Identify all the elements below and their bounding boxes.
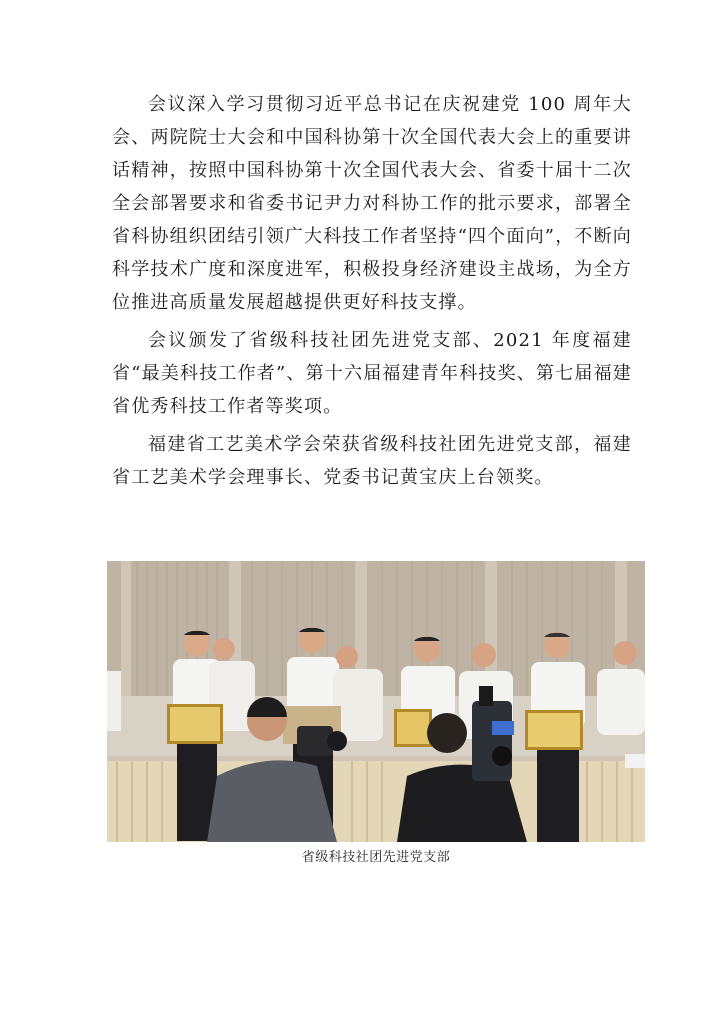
body-text (112, 88, 632, 494)
award-ceremony-photo (107, 561, 645, 842)
paragraph-3: 福建省工艺美术学会荣获省级科技社团先进党支部，福建省工艺美术学会理事长、党委书记黄宝庆上台领奖。 (112, 434, 632, 488)
paragraph-1: 会议深入学习贯彻习近平总书记在庆祝建党 100 周年大会、两院院士大会和中国科协第十次全国代表大会上的重要讲话精神，按照中国科协第十次全国代表大会、省委十届十二次全会部署要求和省委书记尹力对科协工作的批示要求，部署全省科协组织团结引领广大科技工作者坚持“四个面向”，不断向科学技术广度和深度进军，积极投身经济建设主战场，为全方位推进高质量发展超越提供更好科技支撑。 (112, 94, 633, 313)
photo-caption: 省级科技社团先进党支部 (301, 850, 451, 865)
paragraph-2: 会议颁发了省级科技社团先进党支部、2021 年度福建省“最美科技工作者”、第十六届福建青年科技奖、第七届福建省优秀科技工作者等奖项。 (112, 330, 633, 417)
